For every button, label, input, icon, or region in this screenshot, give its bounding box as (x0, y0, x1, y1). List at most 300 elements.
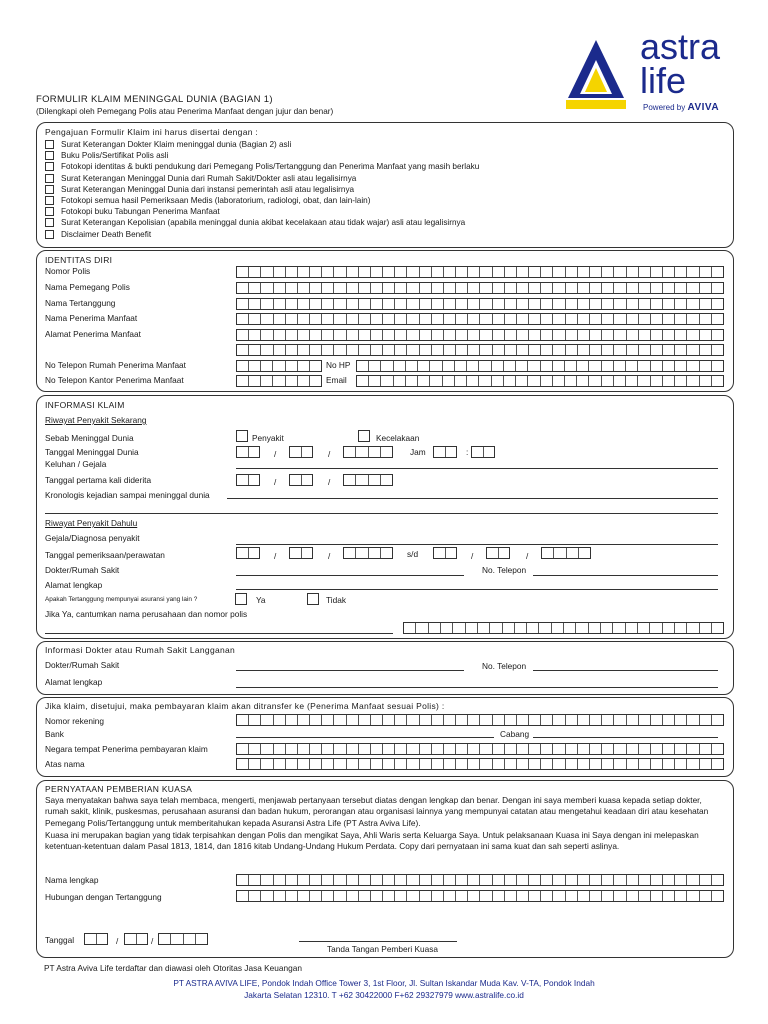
char-cell[interactable] (493, 891, 505, 901)
char-cell[interactable] (663, 361, 675, 371)
char-cell[interactable] (627, 715, 639, 725)
char-cell[interactable] (479, 376, 491, 386)
char-cell[interactable] (310, 267, 322, 277)
char-cell[interactable] (249, 299, 261, 309)
char-cell[interactable] (626, 376, 638, 386)
char-cell[interactable] (407, 891, 419, 901)
char-cell[interactable] (468, 875, 480, 885)
char-cell[interactable] (493, 299, 505, 309)
char-cell[interactable] (407, 744, 419, 754)
char-cell[interactable] (663, 330, 675, 340)
char-cell[interactable] (529, 759, 541, 769)
char-cell[interactable] (505, 875, 517, 885)
char-cell[interactable] (566, 330, 578, 340)
char-cell[interactable] (675, 361, 687, 371)
char-cell[interactable] (85, 934, 97, 944)
char-cell[interactable] (286, 330, 298, 340)
char-cell[interactable] (499, 548, 510, 558)
char-cell[interactable] (516, 376, 528, 386)
char-cell[interactable] (700, 345, 712, 355)
char-cell[interactable] (529, 314, 541, 324)
first-diag-year-field[interactable] (343, 474, 393, 486)
char-cell[interactable] (249, 314, 261, 324)
char-cell[interactable] (467, 361, 479, 371)
char-cell[interactable] (578, 314, 590, 324)
char-cell[interactable] (381, 361, 393, 371)
death-hour-field[interactable] (433, 446, 457, 458)
char-cell[interactable] (159, 934, 171, 944)
char-cell[interactable] (310, 759, 322, 769)
char-cell[interactable] (274, 267, 286, 277)
char-cell[interactable] (456, 891, 468, 901)
char-cell[interactable] (286, 345, 298, 355)
char-cell[interactable] (478, 623, 490, 633)
char-cell[interactable] (261, 299, 273, 309)
char-cell[interactable] (249, 715, 261, 725)
insurer-name-line[interactable] (45, 633, 393, 634)
beneficiary-address-field-1[interactable] (236, 329, 724, 341)
char-cell[interactable] (687, 267, 699, 277)
requirement-item[interactable] (45, 139, 291, 150)
char-cell[interactable] (663, 267, 675, 277)
other-policy-number-field[interactable] (403, 622, 724, 634)
char-cell[interactable] (261, 361, 273, 371)
char-cell[interactable] (553, 314, 565, 324)
policy-number-field[interactable] (236, 266, 724, 278)
char-cell[interactable] (480, 345, 492, 355)
char-cell[interactable] (429, 623, 441, 633)
char-cell[interactable] (505, 891, 517, 901)
char-cell[interactable] (578, 715, 590, 725)
char-cell[interactable] (237, 361, 249, 371)
char-cell[interactable] (493, 744, 505, 754)
char-cell[interactable] (712, 744, 723, 754)
char-cell[interactable] (493, 345, 505, 355)
char-cell[interactable] (432, 283, 444, 293)
char-cell[interactable] (651, 314, 663, 324)
char-cell[interactable] (663, 744, 675, 754)
char-cell[interactable] (432, 759, 444, 769)
char-cell[interactable] (602, 744, 614, 754)
char-cell[interactable] (541, 314, 553, 324)
char-cell[interactable] (614, 299, 626, 309)
char-cell[interactable] (712, 715, 723, 725)
char-cell[interactable] (639, 267, 651, 277)
char-cell[interactable] (420, 715, 432, 725)
char-cell[interactable] (444, 875, 456, 885)
char-cell[interactable] (249, 283, 261, 293)
bank-line[interactable] (236, 737, 494, 738)
char-cell[interactable] (383, 283, 395, 293)
char-cell[interactable] (493, 715, 505, 725)
char-cell[interactable] (310, 376, 321, 386)
char-cell[interactable] (369, 376, 381, 386)
char-cell[interactable] (395, 299, 407, 309)
char-cell[interactable] (371, 891, 383, 901)
char-cell[interactable] (249, 376, 261, 386)
char-cell[interactable] (237, 299, 249, 309)
first-diag-day-field[interactable] (236, 474, 260, 486)
char-cell[interactable] (529, 744, 541, 754)
char-cell[interactable] (553, 376, 565, 386)
char-cell[interactable] (700, 715, 712, 725)
char-cell[interactable] (334, 715, 346, 725)
char-cell[interactable] (505, 314, 517, 324)
char-cell[interactable] (432, 875, 444, 885)
char-cell[interactable] (432, 744, 444, 754)
char-cell[interactable] (237, 283, 249, 293)
char-cell[interactable] (627, 283, 639, 293)
char-cell[interactable] (614, 314, 626, 324)
char-cell[interactable] (651, 330, 663, 340)
char-cell[interactable] (369, 447, 381, 457)
char-cell[interactable] (347, 715, 359, 725)
char-cell[interactable] (614, 715, 626, 725)
char-cell[interactable] (687, 875, 699, 885)
char-cell[interactable] (249, 891, 261, 901)
char-cell[interactable] (480, 299, 492, 309)
char-cell[interactable] (344, 447, 356, 457)
char-cell[interactable] (663, 314, 675, 324)
char-cell[interactable] (602, 345, 614, 355)
char-cell[interactable] (566, 715, 578, 725)
char-cell[interactable] (371, 744, 383, 754)
char-cell[interactable] (237, 875, 249, 885)
char-cell[interactable] (344, 548, 356, 558)
char-cell[interactable] (712, 891, 723, 901)
char-cell[interactable] (712, 345, 723, 355)
char-cell[interactable] (381, 376, 393, 386)
requirement-item[interactable] (45, 195, 370, 206)
char-cell[interactable] (505, 330, 517, 340)
char-cell[interactable] (528, 361, 540, 371)
requirement-checkbox[interactable] (45, 162, 54, 171)
char-cell[interactable] (541, 376, 553, 386)
char-cell[interactable] (261, 376, 273, 386)
exam-to-year-field[interactable] (541, 547, 591, 559)
char-cell[interactable] (687, 361, 699, 371)
char-cell[interactable] (651, 759, 663, 769)
char-cell[interactable] (517, 299, 529, 309)
char-cell[interactable] (456, 299, 468, 309)
char-cell[interactable] (614, 759, 626, 769)
char-cell[interactable] (480, 267, 492, 277)
char-cell[interactable] (468, 267, 480, 277)
char-cell[interactable] (334, 330, 346, 340)
first-diag-month-field[interactable] (289, 474, 313, 486)
char-cell[interactable] (663, 759, 675, 769)
requirement-checkbox[interactable] (45, 185, 54, 194)
char-cell[interactable] (578, 345, 590, 355)
char-cell[interactable] (602, 330, 614, 340)
char-cell[interactable] (541, 299, 553, 309)
char-cell[interactable] (687, 891, 699, 901)
char-cell[interactable] (602, 299, 614, 309)
char-cell[interactable] (712, 361, 723, 371)
char-cell[interactable] (700, 875, 712, 885)
char-cell[interactable] (443, 361, 455, 371)
past-doctor-line[interactable] (236, 575, 464, 576)
char-cell[interactable] (290, 548, 302, 558)
char-cell[interactable] (590, 299, 602, 309)
char-cell[interactable] (383, 891, 395, 901)
char-cell[interactable] (347, 759, 359, 769)
death-minute-field[interactable] (471, 446, 495, 458)
char-cell[interactable] (261, 330, 273, 340)
char-cell[interactable] (567, 548, 579, 558)
char-cell[interactable] (395, 744, 407, 754)
char-cell[interactable] (627, 759, 639, 769)
char-cell[interactable] (416, 623, 428, 633)
char-cell[interactable] (638, 623, 650, 633)
char-cell[interactable] (347, 744, 359, 754)
illness-checkbox[interactable] (236, 430, 248, 442)
char-cell[interactable] (453, 623, 465, 633)
death-day-field[interactable] (236, 446, 260, 458)
char-cell[interactable] (274, 891, 286, 901)
char-cell[interactable] (441, 623, 453, 633)
char-cell[interactable] (613, 623, 625, 633)
char-cell[interactable] (298, 314, 310, 324)
char-cell[interactable] (273, 376, 285, 386)
char-cell[interactable] (383, 345, 395, 355)
char-cell[interactable] (359, 314, 371, 324)
requirement-item[interactable] (45, 184, 354, 195)
char-cell[interactable] (517, 759, 529, 769)
char-cell[interactable] (529, 283, 541, 293)
char-cell[interactable] (493, 267, 505, 277)
char-cell[interactable] (420, 283, 432, 293)
char-cell[interactable] (322, 314, 334, 324)
char-cell[interactable] (456, 330, 468, 340)
requirement-item[interactable] (45, 229, 151, 240)
char-cell[interactable] (517, 875, 529, 885)
char-cell[interactable] (420, 875, 432, 885)
char-cell[interactable] (602, 715, 614, 725)
doctor-line[interactable] (236, 670, 464, 671)
char-cell[interactable] (237, 759, 249, 769)
char-cell[interactable] (614, 345, 626, 355)
char-cell[interactable] (505, 299, 517, 309)
char-cell[interactable] (602, 314, 614, 324)
char-cell[interactable] (480, 744, 492, 754)
char-cell[interactable] (310, 875, 322, 885)
char-cell[interactable] (357, 361, 369, 371)
char-cell[interactable] (712, 875, 723, 885)
char-cell[interactable] (444, 744, 456, 754)
char-cell[interactable] (383, 715, 395, 725)
char-cell[interactable] (371, 299, 383, 309)
char-cell[interactable] (687, 715, 699, 725)
char-cell[interactable] (359, 715, 371, 725)
char-cell[interactable] (687, 283, 699, 293)
char-cell[interactable] (712, 314, 723, 324)
char-cell[interactable] (687, 376, 699, 386)
char-cell[interactable] (614, 283, 626, 293)
char-cell[interactable] (700, 299, 712, 309)
office-phone-field[interactable] (236, 375, 322, 387)
char-cell[interactable] (675, 299, 687, 309)
char-cell[interactable] (566, 299, 578, 309)
char-cell[interactable] (553, 267, 565, 277)
exam-from-month-field[interactable] (289, 547, 313, 559)
char-cell[interactable] (553, 715, 565, 725)
char-cell[interactable] (590, 314, 602, 324)
char-cell[interactable] (480, 759, 492, 769)
char-cell[interactable] (480, 283, 492, 293)
chronology-line-2[interactable] (45, 513, 718, 514)
char-cell[interactable] (456, 875, 468, 885)
char-cell[interactable] (663, 715, 675, 725)
char-cell[interactable] (663, 376, 675, 386)
char-cell[interactable] (564, 623, 576, 633)
char-cell[interactable] (651, 267, 663, 277)
char-cell[interactable] (480, 330, 492, 340)
char-cell[interactable] (356, 548, 368, 558)
char-cell[interactable] (602, 376, 614, 386)
char-cell[interactable] (578, 875, 590, 885)
char-cell[interactable] (456, 715, 468, 725)
death-month-field[interactable] (289, 446, 313, 458)
char-cell[interactable] (675, 744, 687, 754)
char-cell[interactable] (371, 283, 383, 293)
accident-checkbox[interactable] (358, 430, 370, 442)
char-cell[interactable] (700, 376, 712, 386)
char-cell[interactable] (395, 345, 407, 355)
char-cell[interactable] (286, 361, 298, 371)
mobile-field[interactable] (356, 360, 724, 372)
char-cell[interactable] (420, 345, 432, 355)
char-cell[interactable] (700, 891, 712, 901)
char-cell[interactable] (369, 361, 381, 371)
char-cell[interactable] (468, 299, 480, 309)
char-cell[interactable] (310, 330, 322, 340)
char-cell[interactable] (237, 475, 249, 485)
char-cell[interactable] (334, 744, 346, 754)
char-cell[interactable] (310, 715, 322, 725)
requirement-checkbox[interactable] (45, 174, 54, 183)
char-cell[interactable] (383, 330, 395, 340)
char-cell[interactable] (627, 267, 639, 277)
char-cell[interactable] (444, 330, 456, 340)
char-cell[interactable] (432, 267, 444, 277)
char-cell[interactable] (712, 759, 723, 769)
char-cell[interactable] (651, 744, 663, 754)
char-cell[interactable] (601, 623, 613, 633)
char-cell[interactable] (578, 299, 590, 309)
char-cell[interactable] (274, 715, 286, 725)
char-cell[interactable] (432, 345, 444, 355)
char-cell[interactable] (298, 267, 310, 277)
char-cell[interactable] (529, 330, 541, 340)
char-cell[interactable] (286, 314, 298, 324)
char-cell[interactable] (359, 345, 371, 355)
char-cell[interactable] (347, 345, 359, 355)
char-cell[interactable] (577, 361, 589, 371)
char-cell[interactable] (675, 759, 687, 769)
char-cell[interactable] (395, 875, 407, 885)
char-cell[interactable] (529, 267, 541, 277)
char-cell[interactable] (517, 283, 529, 293)
char-cell[interactable] (298, 361, 310, 371)
char-cell[interactable] (468, 715, 480, 725)
char-cell[interactable] (468, 345, 480, 355)
char-cell[interactable] (578, 283, 590, 293)
char-cell[interactable] (407, 299, 419, 309)
char-cell[interactable] (528, 376, 540, 386)
char-cell[interactable] (418, 361, 430, 371)
char-cell[interactable] (566, 267, 578, 277)
char-cell[interactable] (700, 361, 712, 371)
char-cell[interactable] (529, 299, 541, 309)
char-cell[interactable] (444, 715, 456, 725)
char-cell[interactable] (627, 314, 639, 324)
signature-line[interactable] (299, 941, 457, 942)
char-cell[interactable] (468, 314, 480, 324)
char-cell[interactable] (602, 891, 614, 901)
char-cell[interactable] (456, 314, 468, 324)
char-cell[interactable] (590, 267, 602, 277)
char-cell[interactable] (261, 744, 273, 754)
char-cell[interactable] (286, 744, 298, 754)
requirement-item[interactable] (45, 173, 356, 184)
char-cell[interactable] (286, 759, 298, 769)
no-checkbox[interactable] (307, 593, 319, 605)
char-cell[interactable] (171, 934, 183, 944)
char-cell[interactable] (334, 759, 346, 769)
char-cell[interactable] (480, 875, 492, 885)
char-cell[interactable] (261, 715, 273, 725)
char-cell[interactable] (468, 330, 480, 340)
char-cell[interactable] (589, 623, 601, 633)
char-cell[interactable] (310, 891, 322, 901)
char-cell[interactable] (357, 376, 369, 386)
char-cell[interactable] (553, 744, 565, 754)
beneficiary-address-field-2[interactable] (236, 344, 724, 356)
char-cell[interactable] (566, 759, 578, 769)
char-cell[interactable] (517, 345, 529, 355)
char-cell[interactable] (334, 345, 346, 355)
char-cell[interactable] (700, 744, 712, 754)
char-cell[interactable] (381, 548, 392, 558)
char-cell[interactable] (517, 744, 529, 754)
char-cell[interactable] (578, 267, 590, 277)
char-cell[interactable] (407, 715, 419, 725)
char-cell[interactable] (663, 891, 675, 901)
char-cell[interactable] (627, 875, 639, 885)
char-cell[interactable] (395, 283, 407, 293)
char-cell[interactable] (249, 759, 261, 769)
char-cell[interactable] (310, 361, 321, 371)
char-cell[interactable] (554, 548, 566, 558)
char-cell[interactable] (566, 283, 578, 293)
char-cell[interactable] (371, 759, 383, 769)
char-cell[interactable] (627, 299, 639, 309)
char-cell[interactable] (700, 267, 712, 277)
char-cell[interactable] (347, 330, 359, 340)
char-cell[interactable] (290, 475, 302, 485)
char-cell[interactable] (359, 891, 371, 901)
char-cell[interactable] (383, 744, 395, 754)
char-cell[interactable] (687, 744, 699, 754)
requirement-checkbox[interactable] (45, 230, 54, 239)
char-cell[interactable] (347, 267, 359, 277)
branch-line[interactable] (533, 737, 718, 738)
char-cell[interactable] (249, 330, 261, 340)
char-cell[interactable] (541, 715, 553, 725)
requirement-checkbox[interactable] (45, 140, 54, 149)
char-cell[interactable] (687, 345, 699, 355)
